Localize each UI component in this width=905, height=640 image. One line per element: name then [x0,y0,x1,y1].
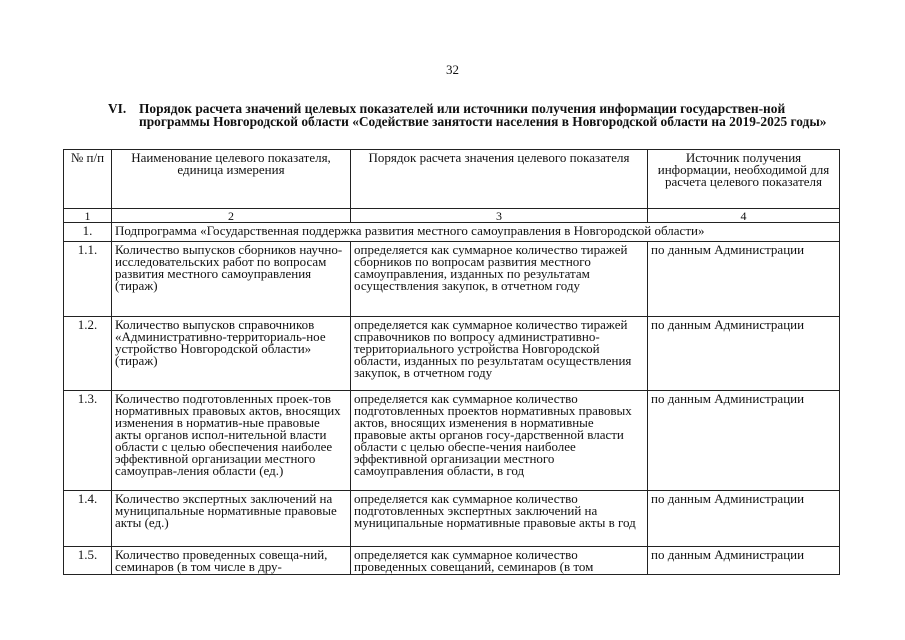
row-number: 1.5. [64,547,112,575]
subprogram-title: Подпрограмма «Государственная поддержка развития местного самоуправления в Новгородской области» [112,223,840,242]
table-header-row [64,150,840,209]
row-number: 1.3. [64,391,112,491]
row-number: 1.1. [64,242,112,317]
table-row [64,491,840,547]
section-title: Порядок расчета значений целевых показателей или источники получения информации государствен-ной программы Новгородской области «Содействие занятости населения в Новгородской области на 2019-2025 годы» [139,101,827,129]
table-row [64,317,840,391]
column-index: 2 [112,209,351,223]
calculation-method: определяется как суммарное количество тиражей сборников по вопросам развития местного самоуправления, изданных по результатам осуществления закупок, в отчетном году [351,242,648,317]
header-name: Наименование целевого показателя, единица измерения [112,150,351,209]
information-source: по данным Администрации [648,391,840,491]
page-number: 32 [446,62,459,77]
table-row [64,547,840,575]
row-number: 1.4. [64,491,112,547]
calculation-method: определяется как суммарное количество подготовленных проектов нормативных правовых актов, вносящих изменения в нормативные правовые акты органов госу-дарственной власти области с целью обеспе-чения наиболее эффективной организации местного самоуправления области, в год [351,391,648,491]
column-index-row [64,209,840,223]
indicator-name: Количество экспертных заключений на муниципальные нормативные правовые акты (ед.) [112,491,351,547]
column-index: 1 [64,209,112,223]
row-number: 1.2. [64,317,112,391]
column-index: 4 [648,209,840,223]
calculation-method: определяется как суммарное количество подготовленных экспертных заключений на муниципальные нормативные правовые акты в год [351,491,648,547]
indicator-name: Количество подготовленных проек-тов нормативных правовых актов, вносящих изменения в норматив-ные правовые акты органов испол-нительной власти области с целью обеспечения наиболее эффективной организации местного самоуправ-ления области (ед.) [112,391,351,491]
information-source: по данным Администрации [648,317,840,391]
header-num: № п/п [64,150,112,209]
section-heading [108,102,828,128]
header-calc: Порядок расчета значения целевого показателя [351,150,648,209]
calculation-method: определяется как суммарное количество проведенных совещаний, семинаров (в том [351,547,648,575]
indicators-table [63,149,840,575]
section-number: VI. [108,101,127,116]
subprogram-row [64,223,840,242]
table-row [64,391,840,491]
table-row [64,242,840,317]
indicator-name: Количество выпусков справочников «Административно-территориаль-ное устройство Новгородской области» (тираж) [112,317,351,391]
subprogram-number: 1. [64,223,112,242]
column-index: 3 [351,209,648,223]
information-source: по данным Администрации [648,547,840,575]
header-source: Источник получения информации, необходимой для расчета целевого показателя [648,150,840,209]
indicator-name: Количество выпусков сборников научно-исследовательских работ по вопросам развития местного самоуправления (тираж) [112,242,351,317]
indicator-name: Количество проведенных совеща-ний, семинаров (в том числе в дру- [112,547,351,575]
calculation-method: определяется как суммарное количество тиражей справочников по вопросу административно-территориального устройства Новгородской области, изданных по результатам осуществления закупок, в отчетном году [351,317,648,391]
information-source: по данным Администрации [648,242,840,317]
information-source: по данным Администрации [648,491,840,547]
